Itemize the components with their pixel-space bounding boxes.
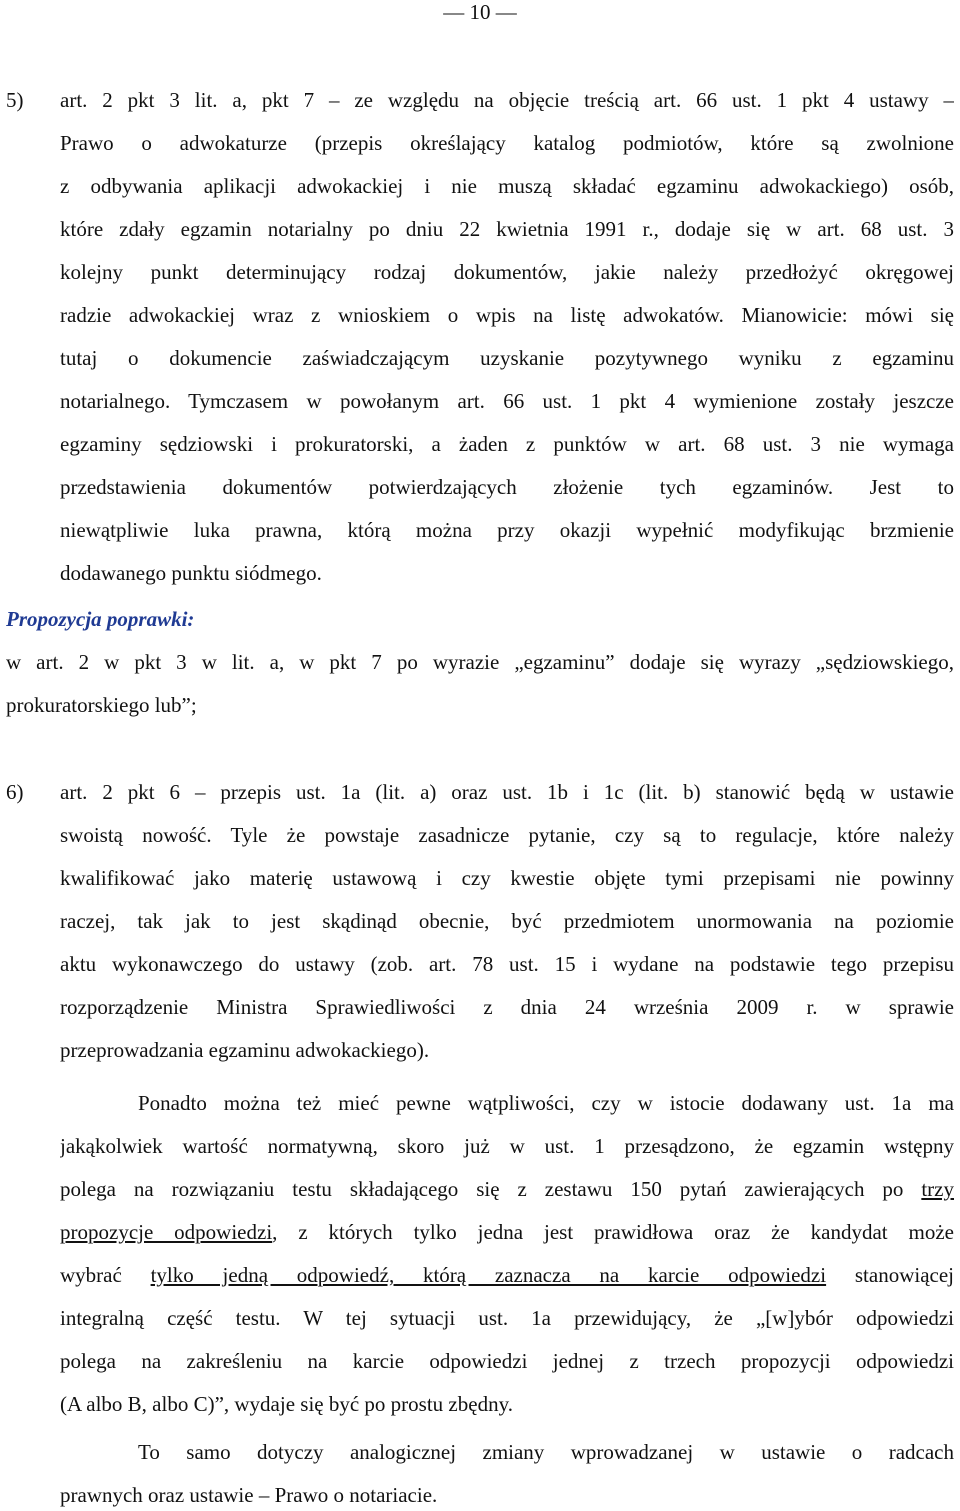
para2-line-8: [0, 1392, 960, 1418]
item-5-line-3: [0, 174, 960, 200]
proposal-line-2: [0, 693, 960, 719]
para2-line-7: [0, 1349, 960, 1375]
item-5-line-5: [0, 260, 960, 286]
para2-text-segment: wybrać: [60, 1263, 151, 1287]
item-6-line-6: [0, 995, 960, 1021]
para2-text: [60, 1220, 954, 1246]
item-5-line-11: [0, 518, 960, 544]
item-5-line-8: [0, 389, 960, 415]
item-5-line-2: [0, 131, 960, 157]
item-6-line-7: [0, 1038, 960, 1064]
item-5-text: które zdały egzamin notarialny po dniu 22 kwietnia 1991 r., dodaje się w art. 68 ust. 3: [60, 217, 954, 241]
para2-line-5: [0, 1263, 960, 1289]
item-6-line-4: [0, 909, 960, 935]
proposal-text: w art. 2 w pkt 3 w lit. a, w pkt 7 po wyrazie „egzaminu” dodaje się wyrazy „sędziowskiego,: [6, 650, 954, 674]
para2-text: [60, 1263, 954, 1289]
proposal-heading: Propozycja poprawki:: [6, 607, 195, 631]
item-6-line-5: [0, 952, 960, 978]
item-6-text: rozporządzenie Ministra Sprawiedliwości z dnia 24 września 2009 r. w sprawie: [60, 995, 954, 1019]
item-5-line-7: [0, 346, 960, 372]
para3-text: To samo dotyczy analogicznej zmiany wprowadzanej w ustawie o radcach: [138, 1440, 954, 1464]
item-5-text: art. 2 pkt 3 lit. a, pkt 7 – ze względu na objęcie treścią art. 66 ust. 1 pkt 4 ustawy –: [60, 88, 954, 112]
para2-text-segment: , z których tylko jedna jest prawidłowa oraz że kandydat może: [272, 1220, 954, 1244]
item-5-line-10: [0, 475, 960, 501]
para2-text-segment: polega na rozwiązaniu testu składającego się z zestawu 150 pytań zawierających po: [60, 1177, 922, 1201]
item-5-line-12: [0, 561, 960, 587]
item-5-text: dodawanego punktu siódmego.: [60, 561, 322, 585]
para3-line-2: [0, 1483, 960, 1509]
item-5-line-1: [0, 88, 960, 114]
item-5-text: Prawo o adwokaturze (przepis określający katalog podmiotów, które są zwolnione: [60, 131, 954, 155]
item-6-number: 6): [6, 780, 24, 804]
para2-text: (A albo B, albo C)”, wydaje się być po prostu zbędny.: [60, 1392, 513, 1416]
item-6-line-3: [0, 866, 960, 892]
item-5-text: tutaj o dokumencie zaświadczającym uzyskanie pozytywnego wyniku z egzaminu: [60, 346, 954, 370]
para2-line-6: [0, 1306, 960, 1332]
para2-text: polega na zakreśleniu na karcie odpowiedzi jednej z trzech propozycji odpowiedzi: [60, 1349, 954, 1373]
para2-underlined-text: propozycje odpowiedzi: [60, 1220, 273, 1244]
item-6-text: aktu wykonawczego do ustawy (zob. art. 78 ust. 15 i wydane na podstawie tego przepisu: [60, 952, 954, 976]
page-number: — 10 —: [443, 0, 517, 24]
para2-line-3: [0, 1177, 960, 1203]
item-5-line-6: [0, 303, 960, 329]
para2-text: integralną część testu. W tej sytuacji ust. 1a przewidujący, że „[w]ybór odpowiedzi: [60, 1306, 954, 1330]
para3-text: prawnych oraz ustawie – Prawo o notariacie.: [60, 1483, 438, 1507]
item-6-line-1: [0, 780, 960, 806]
proposal-text: prokuratorskiego lub”;: [6, 693, 197, 717]
para2-underlined-text: trzy: [921, 1177, 954, 1201]
item-5-text: egzaminy sędziowski i prokuratorski, a żaden z punktów w art. 68 ust. 3 nie wymaga: [60, 432, 954, 456]
proposal-line-1: [0, 650, 960, 676]
item-6-text: art. 2 pkt 6 – przepis ust. 1a (lit. a) oraz ust. 1b i 1c (lit. b) stanowić będą w ustawie: [60, 780, 954, 804]
para2-text: Ponadto można też mieć pewne wątpliwości, czy w istocie dodawany ust. 1a ma: [138, 1091, 954, 1115]
para2-text: jakąkolwiek wartość normatywną, skoro już w ust. 1 przesądzono, że egzamin wstępny: [60, 1134, 954, 1158]
item-6-text: kwalifikować jako materię ustawową i czy kwestie objęte tymi przepisami nie powinny: [60, 866, 954, 890]
item-6-text: swoistą nowość. Tyle że powstaje zasadnicze pytanie, czy są to regulacje, które należy: [60, 823, 954, 847]
item-6-text: przeprowadzania egzaminu adwokackiego).: [60, 1038, 430, 1062]
item-5-line-4: [0, 217, 960, 243]
item-5-text: z odbywania aplikacji adwokackiej i nie muszą składać egzaminu adwokackiego) osób,: [60, 174, 954, 198]
para2-text: [60, 1177, 954, 1203]
item-5-text: radzie adwokackiej wraz z wnioskiem o wpis na listę adwokatów. Mianowicie: mówi się: [60, 303, 954, 327]
para2-line-2: [0, 1134, 960, 1160]
item-6-line-2: [0, 823, 960, 849]
item-5-number: 5): [6, 88, 24, 112]
item-5-text: niewątpliwie luka prawna, którą można przy okazji wypełnić modyfikując brzmienie: [60, 518, 954, 542]
item-5-line-9: [0, 432, 960, 458]
para2-underlined-text: tylko jedną odpowiedź, którą zaznacza na karcie odpowiedzi: [150, 1263, 827, 1287]
item-6-text: raczej, tak jak to jest skądinąd obecnie, być przedmiotem unormowania na poziomie: [60, 909, 954, 933]
para2-line-1: [0, 1091, 960, 1117]
para2-line-4: [0, 1220, 960, 1246]
para3-line-1: [0, 1440, 960, 1466]
item-5-text: przedstawienia dokumentów potwierdzających złożenie tych egzaminów. Jest to: [60, 475, 954, 499]
para2-text-segment: stanowiącej: [826, 1263, 954, 1287]
item-5-text: kolejny punkt determinujący rodzaj dokumentów, jakie należy przedłożyć okręgowej: [60, 260, 954, 284]
item-5-text: notarialnego. Tymczasem w powołanym art. 66 ust. 1 pkt 4 wymienione zostały jeszcze: [60, 389, 954, 413]
